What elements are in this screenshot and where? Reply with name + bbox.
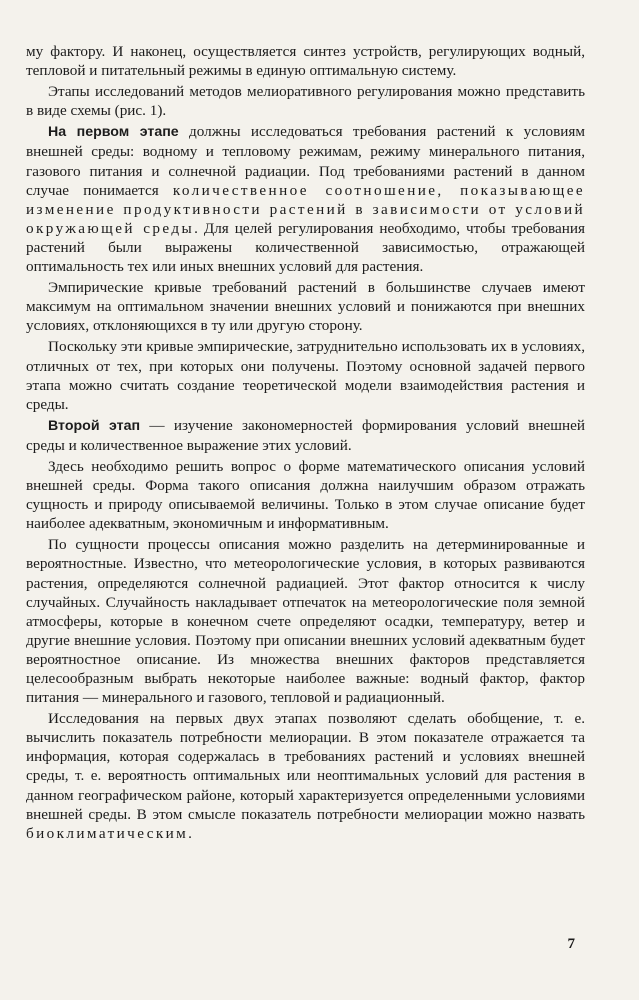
text-run: Эмпирические кривые требований растений в большинстве случаев имеют максимум на оптимальном значении внешних условий и понижаются при внешних условиях, отклоняющихся в ту или другую сторону. bbox=[26, 279, 585, 335]
bold-heading-run: Второй этап bbox=[48, 417, 141, 434]
text-run: Этапы исследований методов мелиоративного регулирования можно представить в виде схемы (рис. 1). bbox=[26, 83, 585, 120]
paragraph bbox=[26, 416, 585, 455]
bold-heading-run: На первом этапе bbox=[48, 124, 179, 141]
text-run: му фактору. И наконец, осуществляется синтез устройств, регулирующих водный, тепловой и питательный режимы в единую оптимальную систему. bbox=[26, 43, 585, 80]
paragraph bbox=[26, 535, 585, 707]
text-run: должны исследоваться требования растений к условиям внешней среды: водному и тепловому режимам, режиму минерального питания, газового питания и солнечной радиации. Под требованиями растений в данном случае понимается bbox=[26, 123, 585, 199]
text-run: — изучение закономерностей формирования условий внешней среды и количественное выражение этих условий. bbox=[26, 416, 585, 454]
paragraph bbox=[26, 122, 585, 276]
text-run: Исследования на первых двух этапах позволяют сделать обобщение, т. е. вычислить показатель потребности мелиорации. В этом показателе отражается та информация, которая содержалась в требованиях растений и условиях внешней среды, т. е. вероятность оптимальных или неоптимальных условий для растения в данном географическом районе, который характеризуется определенными условиями внешней среды. В этом смысле показатель потребности мелиорации можно назвать bbox=[26, 710, 585, 823]
paragraph bbox=[26, 457, 585, 533]
paragraph bbox=[26, 42, 585, 80]
text-run: По сущности процессы описания можно разделить на детерминированные и вероятностные. Известно, что метеорологические условия, в которых развиваются растения, определяются солнечной радиацией. Этот фактор относится к числу случайных. Случайность накладывает отпечаток на метеорологические поля земной атмосферы, которые в конечном счете определяют осадки, температуру, ветер и другие внешние условия. Поэтому при описании внешних условий адекватным будет вероятностное описание. Из множества внешних факторов представляется целесообразным выбрать некоторые наиболее важные: водный фактор, фактор питания — минерального и газового, тепловой и радиационный. bbox=[26, 536, 585, 707]
paragraph bbox=[26, 709, 585, 843]
page-number: 7 bbox=[567, 936, 575, 952]
body-text bbox=[26, 42, 585, 843]
text-run: . Для целей регулирования необходимо, чтобы требования растений были выражены количественной зависимостью, отражающей оптимальность тех или иных внешних условий для растения. bbox=[26, 219, 586, 276]
text-run: . bbox=[188, 824, 192, 842]
paragraph bbox=[26, 337, 585, 413]
spaced-emphasis-run: биоклиматическим bbox=[26, 824, 189, 842]
text-run: Поскольку эти кривые эмпирические, затруднительно использовать их в условиях, отличных от тех, при которых они получены. Поэтому основной задачей первого этапа можно считать создание теоретической модели взаимодействия растения и среды. bbox=[26, 338, 585, 413]
text-run: Здесь необходимо решить вопрос о форме математического описания условий внешней среды. Форма такого описания должна наилучшим образом отражать сущность и природу описываемой величины. Только в этом случае описание будет наиболее адекватным, экономичным и информативным. bbox=[26, 457, 585, 533]
paragraph bbox=[26, 278, 585, 335]
spaced-emphasis-run: количественное соотношение, показывающее изменение продуктивности растений в зависимости от условий окружающей среды bbox=[26, 181, 585, 237]
paragraph bbox=[26, 82, 585, 120]
